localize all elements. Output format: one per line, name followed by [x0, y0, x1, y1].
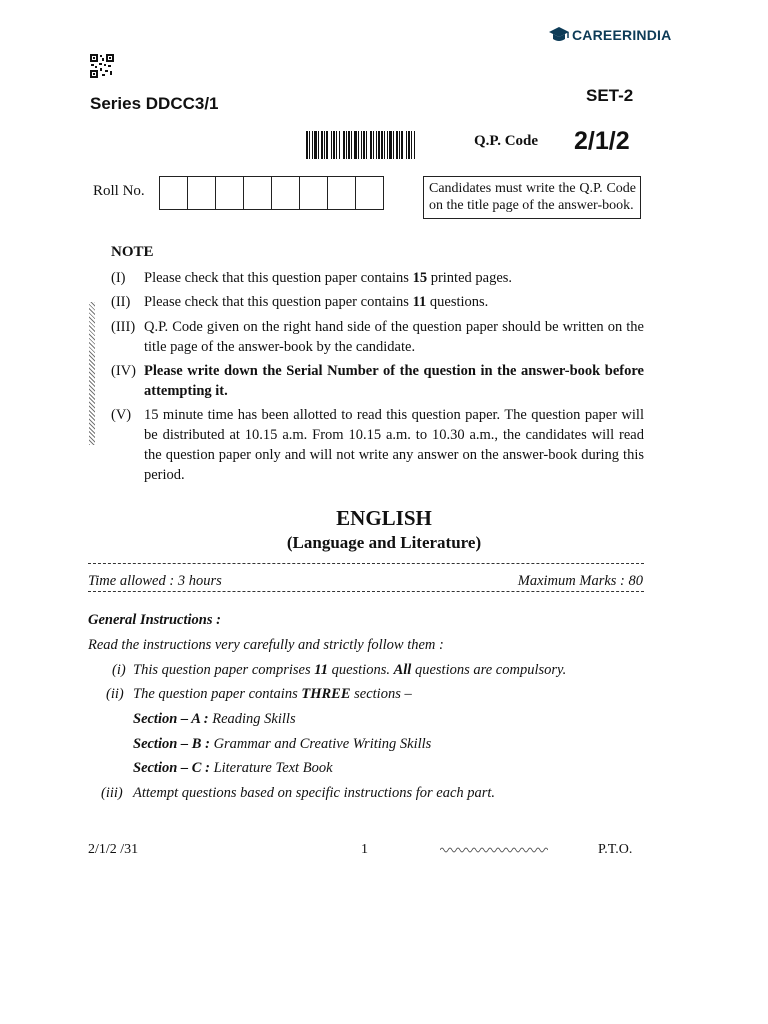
note-text: printed pages. — [427, 270, 513, 286]
instruction-text-part: questions are compulsory. — [411, 662, 567, 678]
qr-code-icon — [90, 54, 114, 78]
candidate-instruction-box: Candidates must write the Q.P. Code on the title page of the answer-book. — [423, 176, 641, 219]
roll-no-box — [187, 176, 216, 210]
instruction-number: (iii) — [101, 785, 123, 801]
roll-no-box — [243, 176, 272, 210]
graduation-cap-icon — [548, 25, 570, 45]
general-instructions-title: General Instructions : — [88, 612, 221, 628]
note-item — [111, 292, 644, 312]
instruction-bold: 11 — [314, 662, 328, 678]
series-code: Series DDCC3/1 — [90, 94, 219, 113]
instruction-number: (ii) — [106, 686, 124, 702]
barcode-icon — [306, 131, 418, 163]
section-name: Section – C : — [133, 760, 210, 776]
roll-no-boxes — [160, 176, 384, 210]
note-item-number: (I) — [111, 270, 126, 286]
instruction-item — [106, 686, 124, 703]
section-a — [133, 711, 296, 728]
roll-no-box — [355, 176, 384, 210]
maximum-marks: Maximum Marks : 80 — [517, 573, 643, 589]
roll-no-box — [327, 176, 356, 210]
note-item — [111, 405, 644, 485]
roll-no-label: Roll No. — [93, 183, 145, 199]
subject-subtitle: (Language and Literature) — [286, 533, 482, 552]
general-instructions-intro: Read the instructions very carefully and strictly follow them : — [88, 637, 444, 653]
note-title: NOTE — [111, 244, 154, 260]
note-text: Please check that this question paper contains — [144, 270, 413, 286]
roll-no-box — [159, 176, 188, 210]
dashed-divider — [88, 563, 644, 564]
instruction-item — [112, 662, 126, 679]
qp-code-label: Q.P. Code — [474, 133, 539, 149]
note-bold: Please write down the Serial Number of the question in the answer-book before attempting it. — [144, 363, 644, 399]
note-item-number: (V) — [111, 407, 132, 423]
subject-title: ENGLISH — [336, 506, 432, 530]
instruction-text-part: questions. — [327, 662, 394, 678]
note-text: Please check that this question paper contains — [144, 294, 413, 310]
note-item — [111, 361, 644, 401]
instruction-text-part: sections – — [350, 686, 412, 702]
note-bold: 15 — [412, 270, 428, 286]
note-item-number: (II) — [111, 294, 131, 310]
instruction-bold: All — [393, 662, 412, 678]
side-pattern-strip — [89, 302, 95, 445]
note-bold: 11 — [412, 294, 427, 310]
note-item — [111, 268, 644, 288]
instruction-item — [101, 785, 123, 802]
time-allowed: Time allowed : 3 hours — [88, 573, 222, 589]
note-item-number: (IV) — [111, 363, 136, 379]
instruction-text-part: The question paper contains — [133, 686, 302, 702]
footer-page-number: 1 — [361, 842, 368, 857]
footer-wave-decoration — [440, 846, 548, 854]
logo-text: CAREERINDIA — [572, 27, 672, 43]
instruction-text-part: This question paper comprises — [133, 662, 315, 678]
note-item — [111, 317, 644, 357]
section-desc: Grammar and Creative Writing Skills — [209, 736, 432, 752]
note-text: questions. — [426, 294, 489, 310]
section-b — [133, 736, 431, 753]
note-text: 15 minute time has been allotted to read this question paper. The question paper will be distributed at 10.15 a.m. From 10.15 a.m. to 10.30 a.m., the candidates will read the question paper only and will not write any answer on the answer-book during this period. — [144, 407, 644, 483]
roll-no-box — [299, 176, 328, 210]
section-c — [133, 760, 333, 777]
qp-code-value: 2/1/2 — [574, 127, 630, 155]
section-desc: Literature Text Book — [209, 760, 333, 776]
instruction-bold: THREE — [301, 686, 351, 702]
section-desc: Reading Skills — [208, 711, 296, 727]
section-name: Section – B : — [133, 736, 210, 752]
note-text: Q.P. Code given on the right hand side of the question paper should be written on the title page of the answer-book by the candidate. — [144, 319, 644, 355]
instruction-text: Attempt questions based on specific instructions for each part. — [133, 785, 496, 801]
instruction-number: (i) — [112, 662, 126, 678]
roll-no-box — [215, 176, 244, 210]
instruction-text — [133, 686, 412, 703]
dashed-divider — [88, 591, 644, 592]
section-name: Section – A : — [133, 711, 209, 727]
careerindia-logo — [548, 22, 671, 48]
roll-no-box — [271, 176, 300, 210]
set-number: SET-2 — [586, 86, 634, 105]
note-item-number: (III) — [111, 319, 136, 335]
footer-paper-code: 2/1/2 /31 — [88, 842, 139, 857]
instruction-text — [133, 662, 566, 679]
footer-pto: P.T.O. — [598, 842, 633, 857]
